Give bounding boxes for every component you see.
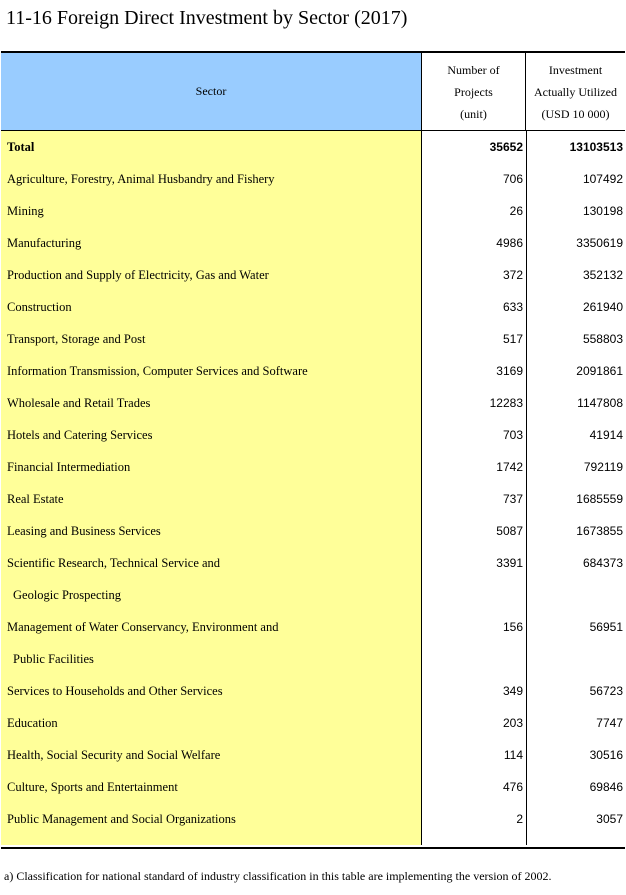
projects-cell: 706: [502, 172, 523, 186]
investment-cell: 261940: [582, 300, 623, 314]
projects-cell: 703: [502, 428, 523, 442]
table-row: [1, 291, 625, 323]
table-row: [1, 803, 625, 835]
sector-cell: Leasing and Business Services: [7, 524, 161, 538]
table-row: [1, 387, 625, 419]
header-projects: [422, 53, 526, 130]
sector-cell: Transport, Storage and Post: [7, 332, 146, 346]
sector-cell: Wholesale and Retail Trades: [7, 396, 151, 410]
projects-cell: 203: [502, 716, 523, 730]
projects-cell: 737: [502, 492, 523, 506]
table-row: [1, 707, 625, 739]
investment-cell: 3350619: [576, 236, 623, 250]
investment-cell: 558803: [582, 332, 623, 346]
investment-cell: 7747: [596, 716, 623, 730]
table-row: [1, 739, 625, 771]
investment-cell: 13103513: [569, 140, 623, 154]
investment-cell: 3057: [596, 812, 623, 826]
investment-cell: 30516: [589, 748, 623, 762]
page-title: 11-16 Foreign Direct Investment by Sector (2017): [6, 7, 408, 29]
investment-cell: 130198: [582, 204, 623, 218]
sector-cell: Education: [7, 716, 58, 730]
projects-cell: 3169: [496, 364, 523, 378]
projects-cell: 517: [502, 332, 523, 346]
header-projects-line-2: Projects: [454, 84, 493, 99]
projects-cell: 114: [503, 748, 523, 762]
table-row: [1, 483, 625, 515]
investment-cell: 41914: [589, 428, 623, 442]
sector-cell: Health, Social Security and Social Welfare: [7, 748, 221, 762]
header-investment-line-2: Actually Utilized: [534, 84, 617, 99]
header-projects-line-3: (unit): [460, 106, 487, 121]
sector-cell: Agriculture, Forestry, Animal Husbandry and Fishery: [7, 172, 275, 186]
header-sector: Sector: [1, 53, 422, 130]
projects-cell: 35652: [489, 140, 523, 154]
table-row: [1, 259, 625, 291]
sector-cell-continuation: Geologic Prospecting: [13, 588, 121, 602]
projects-cell: 26: [509, 204, 523, 218]
investment-cell: 107492: [582, 172, 623, 186]
projects-cell: 5087: [496, 524, 523, 538]
table-row: [1, 515, 625, 547]
sector-cell: Scientific Research, Technical Service and: [7, 556, 221, 570]
investment-cell: 56723: [589, 684, 623, 698]
table-row: [1, 547, 625, 611]
table-row: [1, 355, 625, 387]
fdi-table: [1, 51, 625, 849]
projects-cell: 3391: [496, 556, 523, 570]
table-row: [1, 771, 625, 803]
projects-cell: 4986: [496, 236, 523, 250]
sector-cell: Construction: [7, 300, 72, 314]
projects-cell: 2: [516, 812, 523, 826]
table-row: [1, 323, 625, 355]
projects-cell: 1742: [496, 460, 523, 474]
table-row: [1, 227, 625, 259]
sector-cell: Hotels and Catering Services: [7, 428, 153, 442]
footnote: a) Classification for national standard of industry classification in this table are implementing the version of 2002.: [4, 869, 552, 883]
sector-cell: Information Transmission, Computer Services and Software: [7, 364, 308, 378]
projects-cell: 349: [502, 684, 523, 698]
sector-cell: Management of Water Conservancy, Environment and: [7, 620, 279, 634]
table-row: [1, 163, 625, 195]
sector-cell: Total: [7, 140, 35, 154]
investment-cell: 352132: [582, 268, 623, 282]
investment-cell: 69846: [589, 780, 623, 794]
investment-cell: 1673855: [576, 524, 623, 538]
projects-cell: 476: [502, 780, 523, 794]
table-row-total: [1, 131, 625, 163]
header-projects-line-1: Number of: [447, 62, 500, 77]
investment-cell: 684373: [582, 556, 623, 570]
sector-cell: Public Management and Social Organizations: [7, 812, 236, 826]
projects-cell: 372: [502, 268, 523, 282]
investment-cell: 56951: [589, 620, 623, 634]
sector-cell: Production and Supply of Electricity, Gas and Water: [7, 268, 269, 282]
table-row: [1, 611, 625, 675]
projects-cell: 156: [502, 620, 523, 634]
investment-cell: 2091861: [576, 364, 623, 378]
sector-cell: Culture, Sports and Entertainment: [7, 780, 178, 794]
table-row: [1, 675, 625, 707]
sector-cell: Mining: [7, 204, 44, 218]
investment-cell: 792119: [583, 460, 623, 474]
investment-cell: 1685559: [576, 492, 623, 506]
header-investment-line-3: (USD 10 000): [541, 106, 610, 121]
investment-cell: 1147808: [577, 396, 623, 410]
table-body: [1, 131, 625, 845]
sector-cell: Real Estate: [7, 492, 64, 506]
table-row: [1, 195, 625, 227]
header-investment: [526, 53, 625, 130]
table-row: [1, 419, 625, 451]
header-investment-line-1: Investment: [548, 62, 603, 77]
table-row: [1, 451, 625, 483]
sector-cell: Manufacturing: [7, 236, 82, 250]
table-header: [1, 53, 625, 131]
sector-cell: Financial Intermediation: [7, 460, 131, 474]
projects-cell: 633: [502, 300, 523, 314]
projects-cell: 12283: [489, 396, 523, 410]
sector-cell: Services to Households and Other Services: [7, 684, 223, 698]
sector-cell-continuation: Public Facilities: [13, 652, 94, 666]
